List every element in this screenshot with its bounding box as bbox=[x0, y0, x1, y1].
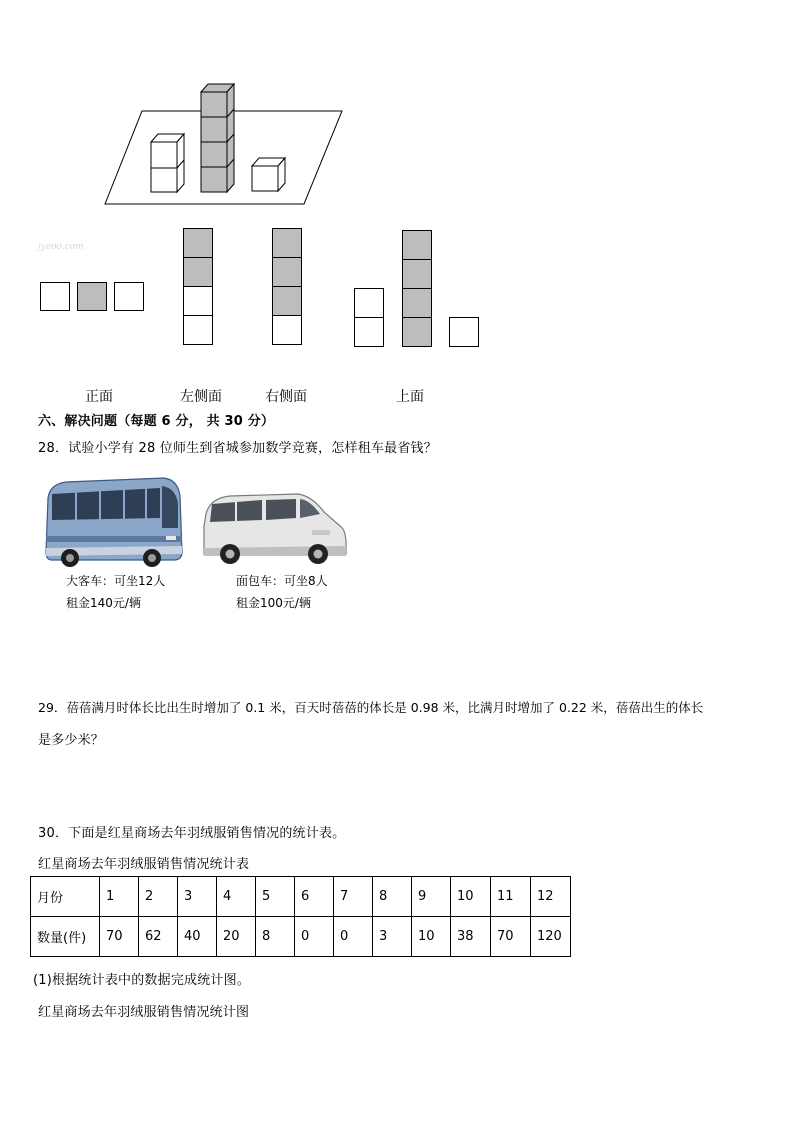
table-cell: 4 bbox=[217, 877, 256, 917]
table-title: 红星商场去年羽绒服销售情况统计表 bbox=[38, 857, 250, 872]
label-right: 右侧面 bbox=[265, 389, 307, 405]
van-caption-line1: 面包车：可坐8人 bbox=[236, 574, 328, 588]
table-cell: 120 bbox=[531, 917, 571, 957]
sales-table bbox=[30, 876, 571, 957]
single-cube bbox=[252, 158, 285, 191]
table-cell: 3 bbox=[178, 877, 217, 917]
table-cell: 2 bbox=[139, 877, 178, 917]
table-cell: 5 bbox=[256, 877, 295, 917]
subquestion-1: (1)根据统计表中的数据完成统计图。 bbox=[33, 973, 251, 988]
table-cell: 10 bbox=[451, 877, 491, 917]
table-cell: 8 bbox=[256, 917, 295, 957]
chart-title: 红星商场去年羽绒服销售情况统计图 bbox=[38, 1005, 250, 1020]
bus-caption-line1: 大客车：可坐12人 bbox=[66, 574, 166, 588]
table-cell: 1 bbox=[100, 877, 139, 917]
left-cube-stack bbox=[151, 134, 184, 192]
van-image bbox=[200, 490, 348, 570]
row-header-month: 月份 bbox=[31, 877, 100, 917]
question-29-line2: 是多少米？ bbox=[38, 733, 105, 748]
table-cell: 8 bbox=[373, 877, 412, 917]
table-cell: 10 bbox=[412, 917, 451, 957]
bus-caption-line2: 租金140元/辆 bbox=[66, 596, 141, 610]
table-cell: 11 bbox=[491, 877, 531, 917]
question-28: 28．试验小学有 28 位师生到省城参加数学竞赛，怎样租车最省钱？ bbox=[38, 441, 437, 456]
label-left: 左侧面 bbox=[180, 389, 222, 405]
table-cell: 0 bbox=[334, 917, 373, 957]
table-cell: 20 bbox=[217, 917, 256, 957]
table-cell: 0 bbox=[295, 917, 334, 957]
watermark: jyeoo.com bbox=[38, 242, 84, 252]
table-cell: 40 bbox=[178, 917, 217, 957]
van-caption bbox=[236, 570, 328, 614]
label-front: 正面 bbox=[85, 389, 113, 405]
table-cell: 7 bbox=[334, 877, 373, 917]
table-cell: 62 bbox=[139, 917, 178, 957]
question-29-line1: 29．蓓蓓满月时体长比出生时增加了 0.1 米，百天时蓓蓓的体长是 0.98 米，比满月时增加了 0.22 米，蓓蓓出生的体长 bbox=[38, 700, 704, 715]
table-cell: 12 bbox=[531, 877, 571, 917]
bus-caption bbox=[66, 570, 165, 614]
table-cell: 6 bbox=[295, 877, 334, 917]
table-cell: 70 bbox=[100, 917, 139, 957]
table-row bbox=[31, 877, 571, 917]
table-cell: 70 bbox=[491, 917, 531, 957]
tall-cube-stack bbox=[201, 84, 234, 192]
block-figure bbox=[100, 80, 350, 210]
table-cell: 3 bbox=[373, 917, 412, 957]
table-cell: 9 bbox=[412, 877, 451, 917]
section-heading: 六、解决问题（每题 6 分， 共 30 分） bbox=[38, 414, 275, 429]
label-top: 上面 bbox=[396, 389, 424, 405]
question-30: 30．下面是红星商场去年羽绒服销售情况的统计表。 bbox=[38, 826, 346, 841]
table-row bbox=[31, 917, 571, 957]
table-cell: 38 bbox=[451, 917, 491, 957]
bus-image bbox=[42, 474, 188, 570]
van-caption-line2: 租金100元/辆 bbox=[236, 596, 311, 610]
row-header-quantity: 数量(件) bbox=[31, 917, 100, 957]
